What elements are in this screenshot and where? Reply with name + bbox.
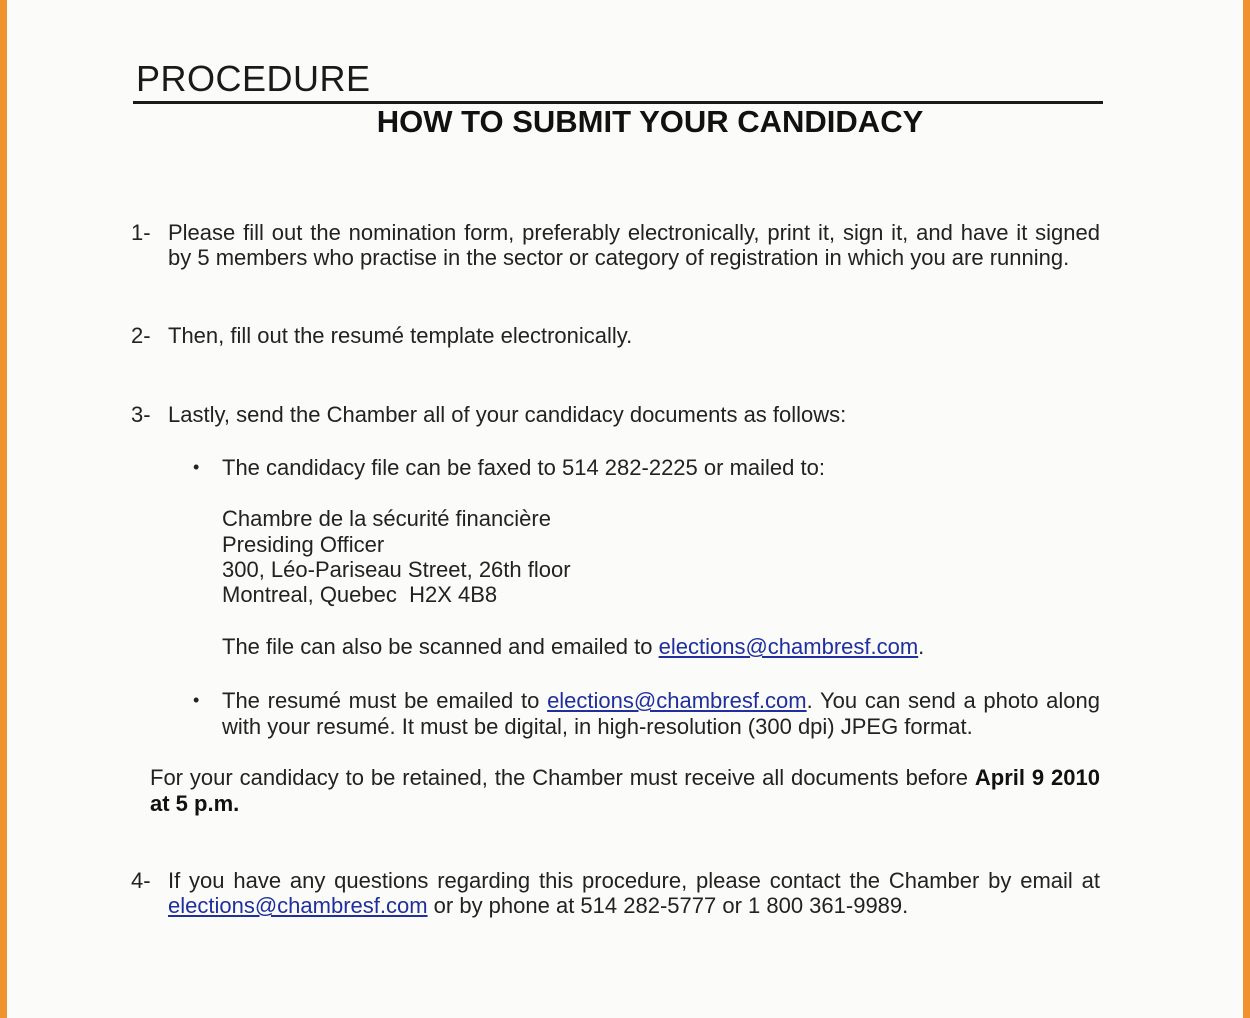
left-page-border [0,0,7,1018]
deadline-text: For your candidacy to be retained, the Chamber must receive all documents before [150,765,975,790]
deadline-line-1 [150,765,1100,790]
right-page-border [1243,0,1250,1018]
step-2-number: 2- [131,323,151,348]
document-page [7,0,1243,1018]
step-1-number: 1- [131,220,151,245]
bullet-2-text-after: . You can send a photo along [806,688,1100,713]
elections-email-link[interactable]: elections@chambresf.com [658,634,919,659]
step-2-text: Then, fill out the resumé template electronically. [168,323,633,348]
contact-email-link[interactable]: elections@chambresf.com [168,893,428,918]
bullet-2-line-2: with your resumé. It must be digital, in high-resolution (300 dpi) JPEG format. [222,714,973,739]
bullet-2-marker: • [193,690,200,710]
deadline-line-2 [150,791,239,816]
document-title: HOW TO SUBMIT YOUR CANDIDACY [376,104,924,139]
step-3-number: 3- [131,402,151,427]
deadline-time: at 5 p.m. [150,791,240,816]
procedure-heading: PROCEDURE [136,58,371,99]
step-4-phone-text: or by phone at 514 282-5777 or 1 800 361-9989. [427,893,909,918]
step-4-line-2 [168,893,908,918]
step-4-number: 4- [131,868,151,893]
step-4-line-1: If you have any questions regarding this procedure, please contact the Chamber by email at [168,868,1100,893]
step-3-text: Lastly, send the Chamber all of your candidacy documents as follows: [168,402,847,427]
address-line-2: Presiding Officer [222,532,385,557]
bullet-1-text: The candidacy file can be faxed to 514 282-2225 or mailed to: [222,455,825,480]
step-1-line-2: by 5 members who practise in the sector or category of registration in which you are running. [168,245,1070,270]
deadline-date: April 9 2010 [974,765,1100,790]
address-line-4: Montreal, Quebec H2X 4B8 [222,582,498,607]
address-line-3: 300, Léo-Pariseau Street, 26th floor [222,557,571,582]
bullet-1-marker: • [193,457,200,477]
scan-email-period: . [918,634,925,659]
bullet-2-line-1 [222,688,1100,713]
scan-email-text: The file can also be scanned and emailed to [222,634,659,659]
resume-email-link[interactable]: elections@chambresf.com [547,688,807,713]
address-line-1: Chambre de la sécurité financière [222,506,551,531]
bullet-2-text: The resumé must be emailed to [222,688,548,713]
scan-email-line [222,634,924,659]
step-1-line-1: Please fill out the nomination form, preferably electronically, print it, sign it, and have it signed [168,220,1100,245]
